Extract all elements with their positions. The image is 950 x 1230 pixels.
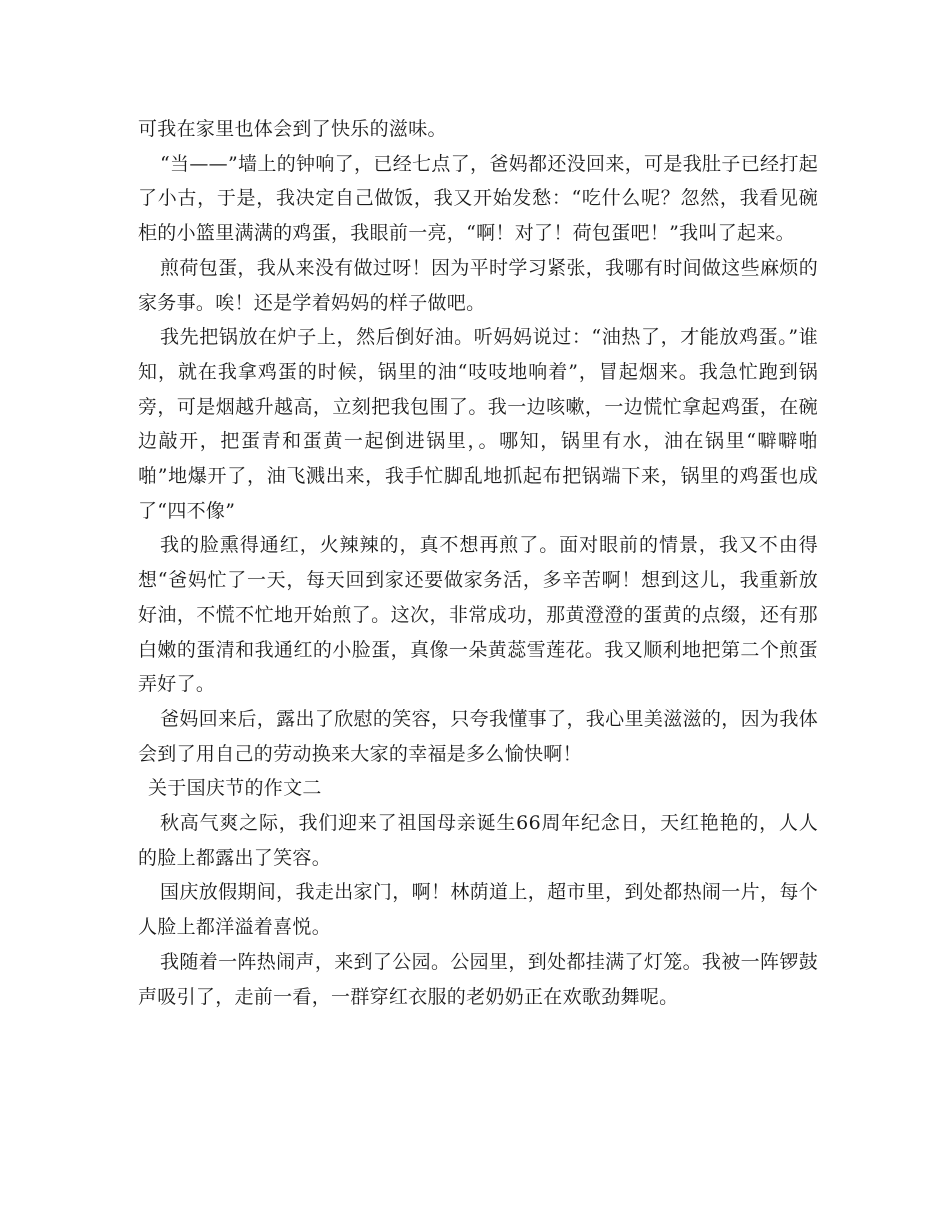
paragraph-6: 爸妈回来后，露出了欣慰的笑容，只夸我懂事了，我心里美滋滋的，因为我体会到了用自己的劳动换来大家的幸福是多么愉快啊！ bbox=[138, 707, 818, 765]
section-heading: 关于国庆节的作文二 bbox=[148, 777, 322, 800]
paragraph-7: 秋高气爽之际，我们迎来了祖国母亲诞生66周年纪念日，天红艳艳的，人人的脸上都露出了笑容。 bbox=[138, 812, 818, 869]
paragraph-8: 国庆放假期间，我走出家门，啊！林荫道上，超市里，到处都热闹一片，每个人脸上都洋溢着喜悦。 bbox=[138, 881, 818, 939]
paragraph-9: 我随着一阵热闹声，来到了公园。公园里，到处都挂满了灯笼。我被一阵锣鼓声吸引了，走前一看，一群穿红衣服的老奶奶正在欢歌劲舞呢。 bbox=[138, 950, 818, 1008]
paragraph-2: “当——”墙上的钟响了，已经七点了，爸妈都还没回来，可是我肚子已经打起了小古，于是，我决定自己做饭，我又开始发愁：“吃什么呢？忽然，我看见碗柜的小篮里满满的鸡蛋，我眼前一亮，“啊！对了！荷包蛋吧！”我叫了起来。 bbox=[138, 152, 818, 245]
paragraph-4: 我先把锅放在炉子上，然后倒好油。听妈妈说过：“油热了，才能放鸡蛋。”谁知，就在我拿鸡蛋的时候，锅里的油“吱吱地响着”，冒起烟来。我急忙跑到锅旁，可是烟越升越高，立刻把我包围了。我一边咳嗽，一边慌忙拿起鸡蛋，在碗边敲开，把蛋青和蛋黄一起倒进锅里，。哪知，锅里有水，油在锅里“噼噼啪啪”地爆开了，油飞溅出来，我手忙脚乱地抓起布把锅端下来，锅里的鸡蛋也成了“四不像” bbox=[138, 326, 818, 522]
document-body bbox=[138, 112, 818, 1014]
paragraph-5: 我的脸熏得通红，火辣辣的，真不想再煎了。面对眼前的情景，我又不由得想“爸妈忙了一天，每天回到家还要做家务活，多辛苦啊！想到这儿，我重新放好油，不慌不忙地开始煎了。这次，非常成功，那黄澄澄的蛋黄的点缀，还有那白嫩的蛋清和我通红的小脸蛋，真像一朵黄蕊雪莲花。我又顺利地把第二个煎蛋弄好了。 bbox=[138, 534, 818, 696]
paragraph-3: 煎荷包蛋，我从来没有做过呀！因为平时学习紧张，我哪有时间做这些麻烦的家务事。唉！还是学着妈妈的样子做吧。 bbox=[138, 256, 818, 314]
paragraph-1: 可我在家里也体会到了快乐的滋味。 bbox=[138, 118, 447, 140]
